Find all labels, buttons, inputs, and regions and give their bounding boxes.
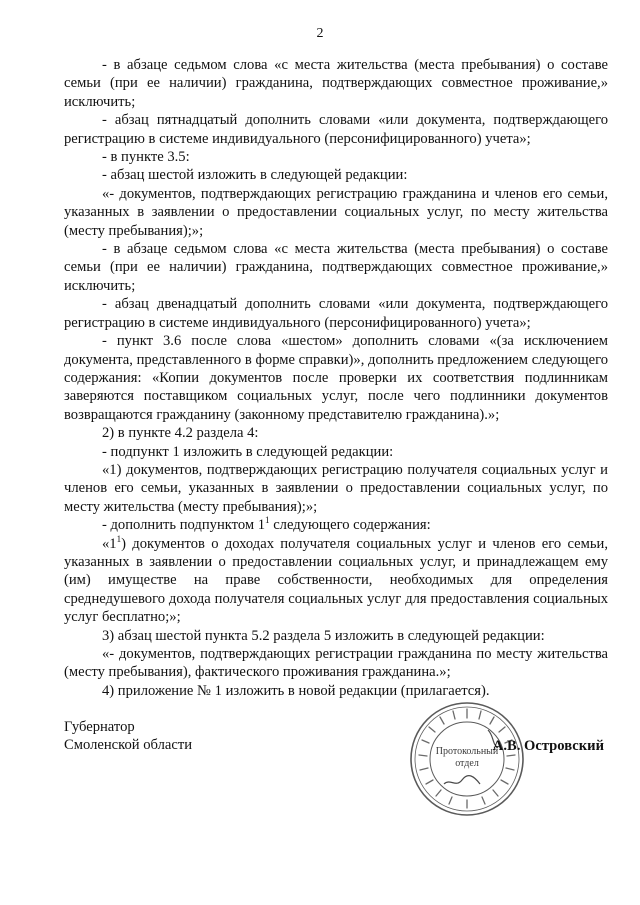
supplement-text-superscript: 1 xyxy=(116,533,122,544)
stamp-label-line2: отдел xyxy=(455,758,479,769)
signer-position xyxy=(64,718,192,755)
official-stamp xyxy=(408,700,526,818)
paragraph: - абзац шестой изложить в следующей редакции: xyxy=(102,167,408,184)
paragraph: - в абзаце седьмом слова «с места жительства (места пребывания) о составе семьи (при ее наличии) гражданина, подтверждающих совместное проживание,» исключить; xyxy=(64,57,608,110)
signer-position-line1: Губернатор xyxy=(64,719,135,735)
supplement-intro-paragraph xyxy=(64,516,608,534)
supplement-intro-after: следующего содержания: xyxy=(269,517,431,534)
paragraph: - пункт 3.6 после слова «шестом» дополнить словами «(за исключением документа, представленного в форме справки)», дополнить предложением следующего содержания: «Копии документов после проверки их соответствия подлинникам заверяются поставщиком социальных услуг, после чего подлинники документов возвращаются гражданину (законному представителю гражданина).»; xyxy=(64,333,608,423)
supplement-intro-superscript: 1 xyxy=(265,515,270,526)
paragraph: «- документов, подтверждающих регистрации гражданина по месту жительства (месту пребывания), фактического проживания гражданина.»; xyxy=(64,646,608,681)
paragraph: - подпункт 1 изложить в следующей редакции: xyxy=(102,443,394,460)
paragraph: - абзац пятнадцатый дополнить словами «или документа, подтверждающего регистрацию в системе индивидуального (персонифицированного) учета»; xyxy=(64,112,608,147)
paragraph: - в абзаце седьмом слова «с места жительства (места пребывания) о составе семьи (при ее наличии) гражданина, подтверждающих совместное проживание,» исключить; xyxy=(64,241,608,294)
stamp-label-line1: Протокольный xyxy=(435,746,499,757)
paragraph: «- документов, подтверждающих регистрацию гражданина и членов его семьи, указанных в заявлении о предоставлении социальных услуг, по месту жительства (месту пребывания);»; xyxy=(64,185,608,239)
signature-block xyxy=(64,718,608,818)
page-number: 2 xyxy=(316,26,324,41)
paragraph: 4) приложение № 1 изложить в новой редакции (прилагается). xyxy=(102,682,490,699)
paragraph: - абзац двенадцатый дополнить словами «или документа, подтверждающего регистрацию в системе индивидуального (персонифицированного) учета»; xyxy=(64,296,608,331)
signer-position-line2: Смоленской области xyxy=(64,737,193,754)
paragraph: - в пункте 3.5: xyxy=(102,149,190,166)
paragraph: 2) в пункте 4.2 раздела 4: xyxy=(102,425,259,442)
supplement-intro-before: - дополнить подпунктом 1 xyxy=(102,517,266,534)
signer-name: А.В. Островский xyxy=(492,738,604,754)
document-body xyxy=(64,56,608,700)
supplement-text-open: «1 xyxy=(102,535,117,552)
paragraph: 3) абзац шестой пункта 5.2 раздела 5 изложить в следующей редакции: xyxy=(102,627,545,644)
supplement-text-paragraph xyxy=(64,535,608,627)
paragraph: «1) документов, подтверждающих регистрацию получателя социальных услуг и членов его семьи, указанных в заявлении о предоставлении социальных услуг, по месту жительства (месту пребывания);»; xyxy=(64,461,608,515)
supplement-text-rest: ) документов о доходах получателя социальных услуг и членов его семьи, указанных в заявлении о предоставлении социальных услуг, и принадлежащем ему (им) имуществе на праве собственности, необходимых для определения среднедушевого дохода получателя социальных услуг для предоставления социальных услуг бесплатно;»; xyxy=(64,535,608,626)
